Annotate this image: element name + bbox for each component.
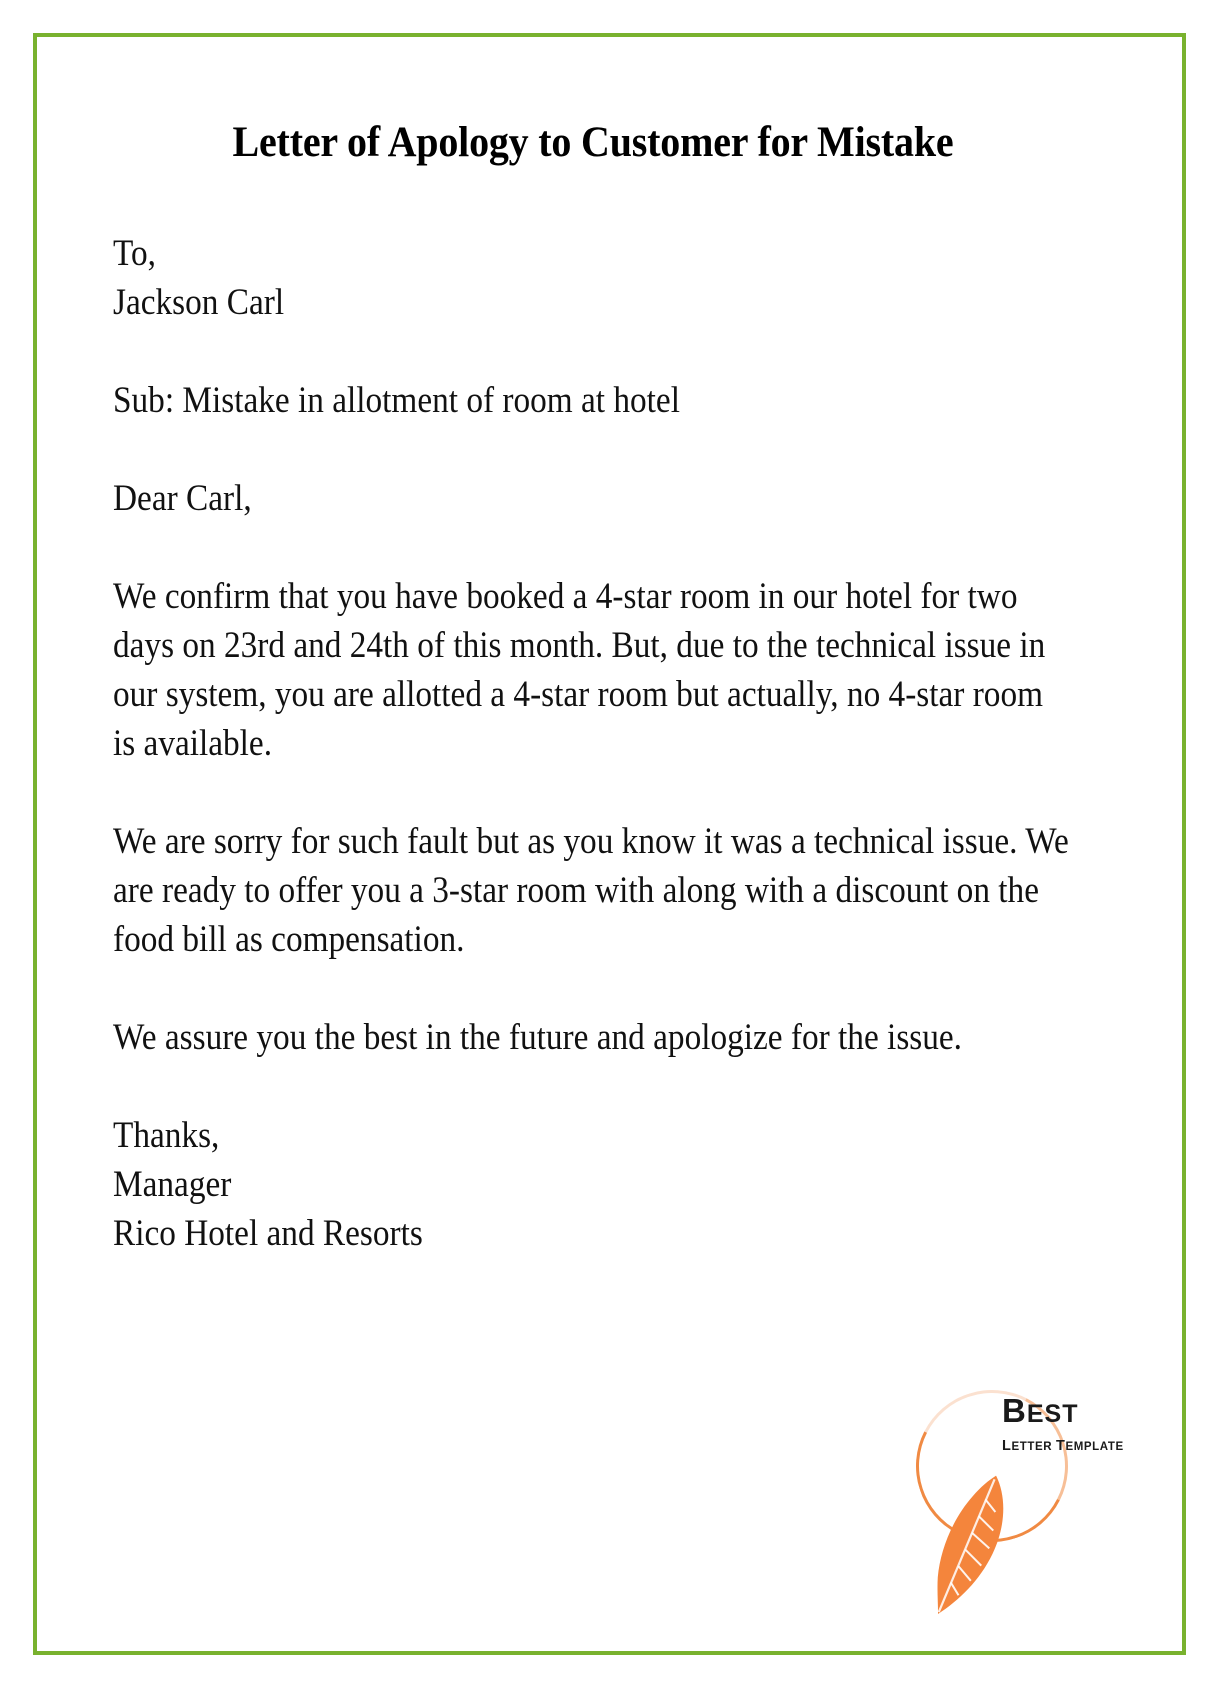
closing-company: Rico Hotel and Resorts: [113, 1213, 423, 1254]
letter-body: [113, 229, 1073, 1258]
body-paragraph-2: We are sorry for such fault but as you know it was a technical issue. We are ready to offer you a 3-star room with along with a discount on the food bill as compensation.: [113, 821, 1069, 960]
recipient-name: Jackson Carl: [113, 282, 285, 323]
logo-brand-initial: B: [1002, 1392, 1027, 1429]
closing-block: [113, 1111, 1072, 1258]
logo-brand-rest: EST: [1026, 1400, 1079, 1428]
salutation: Dear Carl,: [113, 478, 252, 519]
page-title: Letter of Apology to Customer for Mistake: [232, 119, 954, 166]
logo-tagline-initial-1: L: [1002, 1438, 1012, 1454]
logo-wordmark: [1002, 1394, 1122, 1456]
logo-tagline: [1002, 1437, 1122, 1456]
closing-role: Manager: [113, 1164, 232, 1205]
closing-thanks: Thanks,: [113, 1115, 220, 1156]
logo-brand-name: [1002, 1394, 1122, 1431]
logo-tagline-rest-1: ETTER: [1011, 1441, 1056, 1453]
logo-tagline-initial-2: T: [1055, 1438, 1066, 1454]
subject-line: Sub: Mistake in allotment of room at hotel: [113, 380, 680, 421]
brand-logo: [916, 1372, 1124, 1592]
recipient-block: [113, 229, 1072, 327]
body-paragraph-1: We confirm that you have booked a 4-star room in our hotel for two days on 23rd and 24th of this month. But, due to the technical issue in our system, you are allotted a 4-star room but actually, no 4-star room is available.: [113, 576, 1046, 764]
recipient-label: To,: [113, 233, 157, 274]
logo-tagline-rest-2: EMPLATE: [1065, 1441, 1124, 1453]
letter-content: [113, 118, 1073, 1258]
body-paragraph-3: We assure you the best in the future and apologize for the issue.: [113, 1017, 962, 1058]
